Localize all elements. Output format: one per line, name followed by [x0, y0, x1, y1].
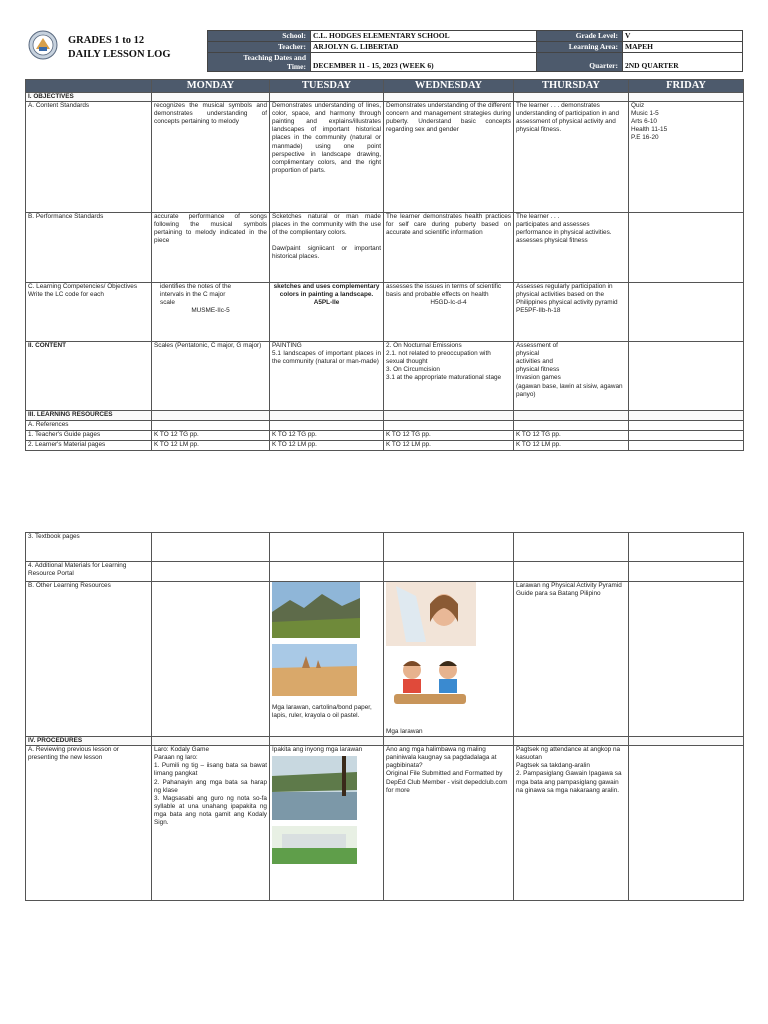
resources-heading: III. LEARNING RESOURCES	[26, 411, 152, 421]
lm-wed: K TO 12 LM pp.	[384, 441, 514, 451]
portal-label: 4. Additional Materials for Learning Resource Portal	[26, 562, 152, 582]
other-resources-tue-text: Mga larawan, cartolina/bond paper, lapis, ruler, krayola o oil pastel.	[272, 704, 372, 720]
grade-value: V	[623, 31, 743, 42]
lm-label: 2. Learner's Material pages	[26, 441, 152, 451]
content-label: II. CONTENT	[26, 342, 152, 411]
day-tuesday: TUESDAY	[270, 80, 384, 93]
procedures-heading: IV. PROCEDURES	[26, 737, 152, 746]
content-standards-wed: Demonstrates understanding of the different concern and management strategies during puberty. Understand basic concepts regarding sex and gender	[384, 102, 514, 213]
review-wed: Ano ang mga halimbawa ng maling paniniwala kaugnay sa pagdadalaga at pagbibinata? Original File Submitted and Formatted by DepEd Club Member - visit depedclub.com for more	[384, 746, 514, 901]
other-resources-tue	[270, 582, 384, 737]
dates-value: DECEMBER 11 - 15, 2023 (WEEK 6)	[311, 53, 537, 72]
teacher-label: Teacher:	[208, 42, 311, 53]
other-resources-wed-text: Mga larawan	[386, 728, 423, 735]
quarter-label: Quarter:	[537, 53, 623, 72]
other-resources-label: B. Other Learning Resources	[26, 582, 152, 737]
quarter-value: 2ND QUARTER	[623, 53, 743, 72]
performance-standards-tue: Scketches natural or man made places in the community with the use of the complientary colors. Daw/paint signiicant or important historical places.	[270, 213, 384, 283]
corner-cell	[26, 80, 152, 93]
competencies-thu: Assesses regularly participation in physical activities based on the Philippines physical activity pyramid PE5PF-IIb-h-18	[514, 283, 629, 342]
teacher-value: ARJOLYN G. LIBERTAD	[311, 42, 537, 53]
content-wed: 2. On Nocturnal Emissions 2.1. not related to preoccupation with sexual thought 3. On Circumcision 3.1 at the appropriate maturational stage	[384, 342, 514, 411]
objectives-heading: I. OBJECTIVES	[26, 93, 152, 102]
tg-wed: K TO 12 TG pp.	[384, 431, 514, 441]
grade-label: Grade Level:	[537, 31, 623, 42]
grades-heading: GRADES 1 to 12	[68, 35, 145, 46]
day-wednesday: WEDNESDAY	[384, 80, 514, 93]
content-mon: Scales (Pentatonic, C major, G major)	[152, 342, 270, 411]
performance-standards-label: B. Performance Standards	[26, 213, 152, 283]
content-thu: Assessment of physical activities and physical fitness Invasion games (agawan base, lawin at sisiw, agawan panyo)	[514, 342, 629, 411]
content-tue: PAINTING 5.1 landscapes of important places in the community (natural or man-made)	[270, 342, 384, 411]
content-standards-thu: The learner . . . demonstrates understanding of participation in and assessment of physical activity and physical fitness.	[514, 102, 629, 213]
performance-standards-wed: The learner demonstrates health practices for self care during puberty based on accurate and scientific information	[384, 213, 514, 283]
content-standards-label: A. Content Standards	[26, 102, 152, 213]
area-value: MAPEH	[623, 42, 743, 53]
kids-eating-image	[386, 654, 474, 712]
deped-seal-logo	[28, 30, 58, 60]
school-value: C.L. HODGES ELEMENTARY SCHOOL	[311, 31, 537, 42]
garden-building-image	[272, 826, 357, 864]
lm-thu: K TO 12 LM pp.	[514, 441, 629, 451]
review-tue: Ipakita ang inyong mga larawan	[270, 746, 384, 901]
quiz-friday: Quiz Music 1-5 Arts 6-10 Health 11-15 P.E 16-20	[629, 102, 744, 213]
competencies-wed: assesses the issues in terms of scientific basis and probable effects on health H5GD-Ic-d-4	[384, 283, 514, 342]
lesson-log-table-page1	[25, 79, 744, 451]
textbook-label: 3. Textbook pages	[26, 533, 152, 562]
page-title: DAILY LESSON LOG	[68, 49, 171, 60]
competencies-mon: identifies the notes of the intervals in the C major scale MUSME-IIc-5	[152, 283, 270, 342]
day-monday: MONDAY	[152, 80, 270, 93]
review-mon: Laro: Kodaly Game Paraan ng laro: 1. Pumili ng tig – iisang bata sa bawat limang pangkat 2. Pahanayin ang mga bata sa harap ng klase 3. Magsasabi ang guro ng nota so-fa syllable at una unahang ipapakita ng mga bata ang nota gamit ang Kodaly Sign.	[152, 746, 270, 901]
content-standards-tue: Demonstrates understanding of lines, color, space, and harmony through painting and explains/illustrates landscapes of important historical places in the community (natural or manmade) using one point perspective in landscape drawing, complimentary colors, and the right proportion of parts.	[270, 102, 384, 213]
other-resources-wed	[384, 582, 514, 737]
desert-landscape-image	[272, 644, 357, 696]
other-resources-thu: Larawan ng Physical Activity Pyramid Guide para sa Batang Pilipino	[514, 582, 629, 737]
shower-woman-image	[386, 582, 476, 646]
lesson-log-table-page2	[25, 532, 744, 901]
tg-thu: K TO 12 TG pp.	[514, 431, 629, 441]
lake-landscape-image	[272, 756, 357, 820]
header-info-table	[207, 30, 743, 72]
content-standards-mon: recognizes the musical symbols and demonstrates understanding of concepts pertaining to melody	[152, 102, 270, 213]
mountain-landscape-image	[272, 582, 360, 638]
lm-tue: K TO 12 LM pp.	[270, 441, 384, 451]
title-block	[68, 34, 171, 62]
competencies-tue: sketches and uses complementary colors in painting a landscape. A5PL-IIe	[270, 283, 384, 342]
school-label: School:	[208, 31, 311, 42]
day-friday: FRIDAY	[629, 80, 744, 93]
day-thursday: THURSDAY	[514, 80, 629, 93]
performance-standards-thu: The learner . . . participates and assesses performance in physical activities. assesses physical fitness	[514, 213, 629, 283]
review-label: A. Reviewing previous lesson or presenting the new lesson	[26, 746, 152, 901]
performance-standards-mon: accurate performance of songs following the musical symbols pertaining to melody indicated in the piece	[152, 213, 270, 283]
lm-mon: K TO 12 LM pp.	[152, 441, 270, 451]
competencies-label: C. Learning Competencies/ Objectives Write the LC code for each	[26, 283, 152, 342]
tg-tue: K TO 12 TG pp.	[270, 431, 384, 441]
area-label: Learning Area:	[537, 42, 623, 53]
references-label: A. References	[26, 421, 152, 431]
review-thu: Pagtsek ng attendance at angkop na kasuotan Pagtsek sa takdang-aralin 2. Pampasiglang Gawain Ipagawa sa mga bata ang pampasiglang gawain na ginawa sa mga nakaraang aralin.	[514, 746, 629, 901]
tg-label: 1. Teacher's Guide pages	[26, 431, 152, 441]
tg-mon: K TO 12 TG pp.	[152, 431, 270, 441]
dates-label: Teaching Dates and Time:	[208, 53, 311, 72]
